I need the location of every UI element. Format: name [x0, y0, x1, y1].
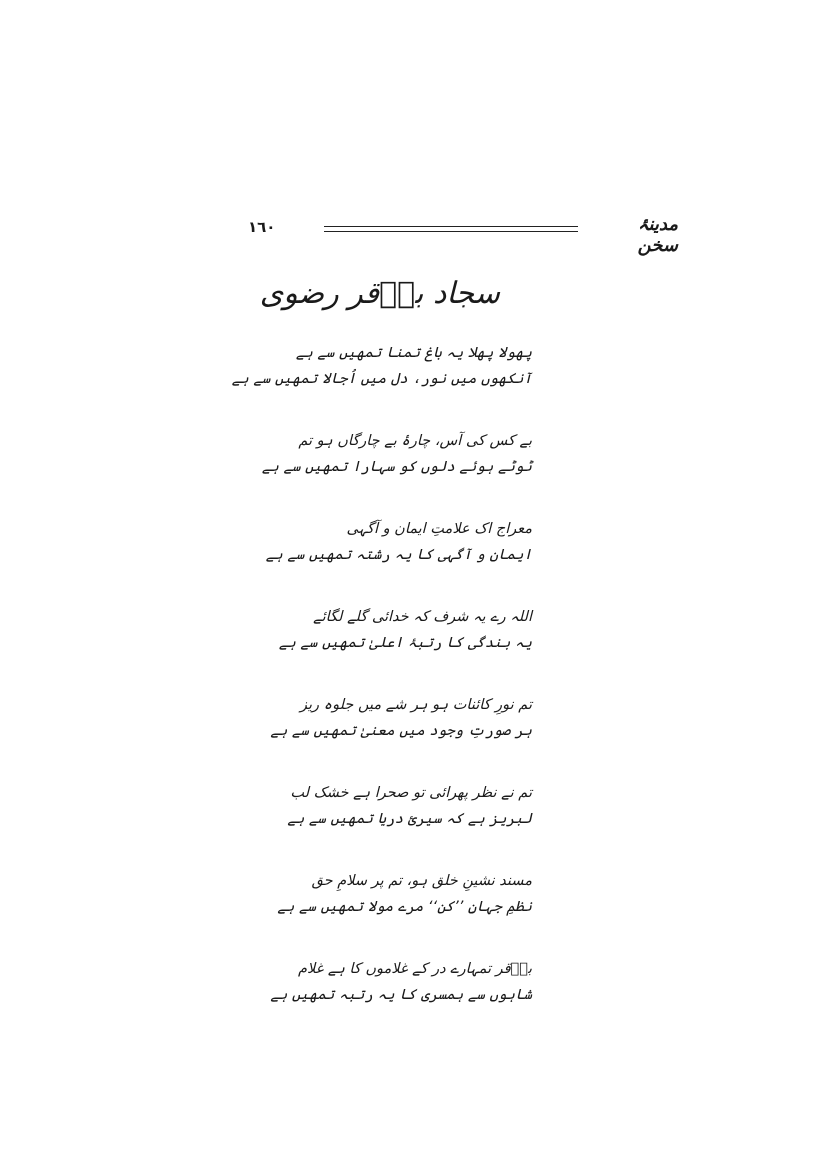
verse-line: پھولا پھلا یہ باغ تمنا تمھیں سے ہے: [295, 345, 532, 361]
stanza: [277, 868, 532, 956]
header-rule-bottom: [324, 231, 578, 232]
poem-title: سجاد باؔقر رضوی: [259, 276, 500, 311]
stanza: [261, 428, 532, 516]
stanza: [265, 516, 532, 604]
verse-line: اللہ رے یہ شرف کہ خدائی گلے لگائے: [313, 609, 532, 625]
verse-line: تم نے نظر پھرائی تو صحرا ہے خشک لب: [290, 785, 532, 801]
stanza: [287, 780, 532, 868]
poem-body: [231, 340, 532, 1044]
verse-line: تم نورِ کائنات ہو ہر شے میں جلوہ ریز: [300, 697, 532, 713]
page-header: [0, 0, 826, 260]
book-title: مدینۂ سخن: [637, 214, 678, 256]
verse-line: آنکھوں میں نور، دل میں اُجالا تمھیں سے ہے: [231, 371, 532, 387]
verse-line: باؔقر تمہارے در کے غلاموں کا ہے غلام: [298, 961, 532, 977]
verse-line: شاہوں سے ہمسری کا یہ رتبہ تمھیں ہے: [270, 987, 532, 1003]
stanza: [278, 604, 532, 692]
verse-line: یہ بندگی کا رتبۂ اعلیٰ تمھیں سے ہے: [278, 635, 532, 651]
verse-line: بے کس کی آس، چارۂ بے چارگاں ہو تم: [298, 433, 532, 449]
verse-line: مسند نشینِ خلق ہو، تم پر سلامِ حق: [311, 873, 532, 889]
stanza: [270, 692, 532, 780]
header-rule-top: [324, 226, 578, 227]
verse-line: ٹوٹے ہوئے دلوں کو سہارا تمھیں سے ہے: [261, 459, 532, 475]
page-number: ١٦٠: [248, 218, 276, 236]
stanza: [231, 340, 532, 428]
verse-line: ہر صورتِ وجود میں معنیٰ تمھیں سے ہے: [270, 723, 532, 739]
verse-line: نظمِ جہانِ ’’کن‘‘ مرے مولا تمھیں سے ہے: [277, 899, 532, 915]
verse-line: ایمان و آگہی کا یہ رشتہ تمھیں سے ہے: [265, 547, 532, 563]
stanza: [270, 956, 532, 1044]
verse-line: لبریز ہے کہ سیریٔ دریا تمھیں سے ہے: [287, 811, 532, 827]
verse-line: معراج اک علامتِ ایمان و آگہی: [346, 521, 532, 537]
